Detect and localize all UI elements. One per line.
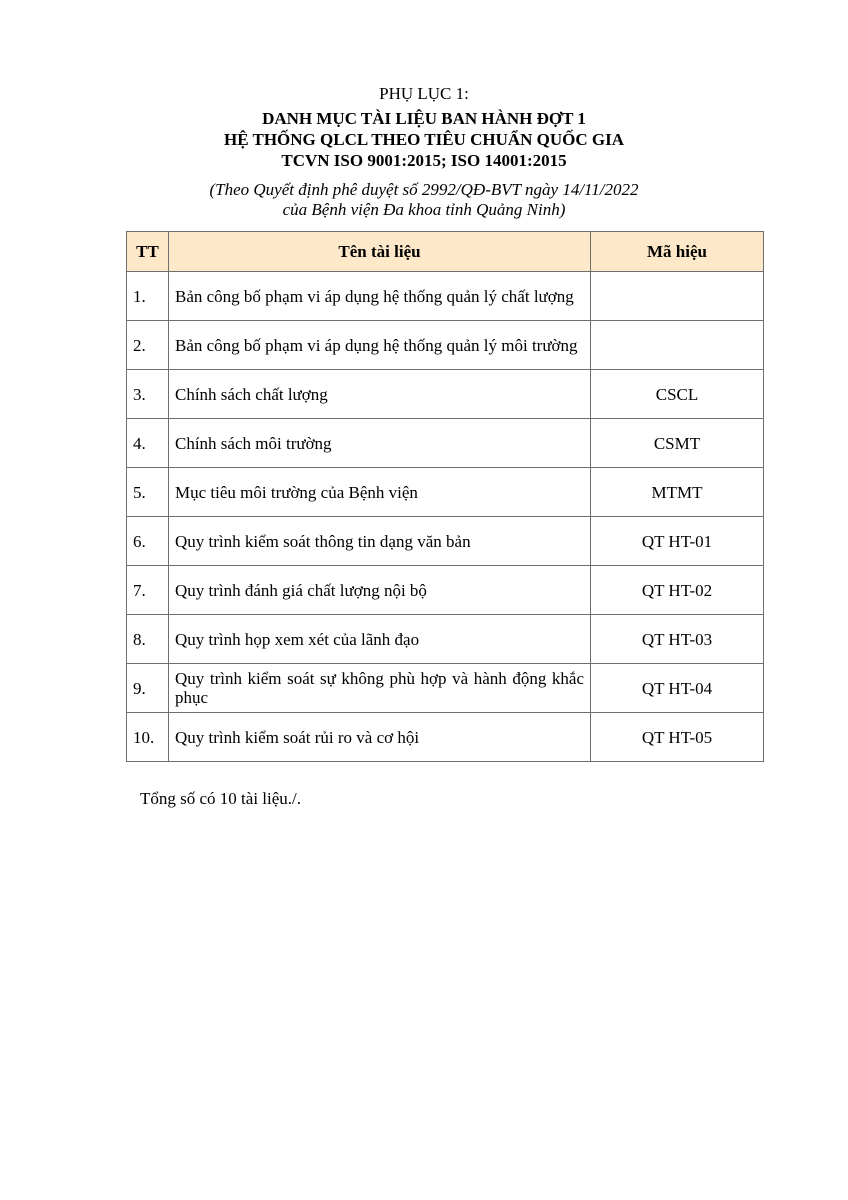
document-name: Chính sách chất lượng	[169, 370, 591, 419]
document-name: Chính sách môi trường	[169, 419, 591, 468]
table-row	[127, 321, 764, 370]
document-name: Quy trình kiểm soát rủi ro và cơ hội	[169, 713, 591, 762]
document-code: QT HT-01	[591, 517, 764, 566]
row-number: 2.	[127, 321, 169, 370]
document-name: Quy trình đánh giá chất lượng nội bộ	[169, 566, 591, 615]
row-number: 4.	[127, 419, 169, 468]
title-line-1: DANH MỤC TÀI LIỆU BAN HÀNH ĐỢT 1	[262, 109, 586, 128]
table-row	[127, 664, 764, 713]
table-header-row	[127, 232, 764, 272]
document-code: QT HT-02	[591, 566, 764, 615]
column-header-code: Mã hiệu	[591, 232, 764, 272]
document-list-table	[126, 231, 764, 762]
document-code	[591, 272, 764, 321]
document-name: Bản công bố phạm vi áp dụng hệ thống quản lý chất lượng	[169, 272, 591, 321]
table-row	[127, 272, 764, 321]
document-code	[591, 321, 764, 370]
document-code: CSMT	[591, 419, 764, 468]
row-number: 1.	[127, 272, 169, 321]
document-code: QT HT-04	[591, 664, 764, 713]
document-name: Mục tiêu môi trường của Bệnh viện	[169, 468, 591, 517]
row-number: 10.	[127, 713, 169, 762]
row-number: 9.	[127, 664, 169, 713]
table-row	[127, 713, 764, 762]
document-name: Quy trình họp xem xét của lãnh đạo	[169, 615, 591, 664]
column-header-name: Tên tài liệu	[169, 232, 591, 272]
document-code: QT HT-03	[591, 615, 764, 664]
document-name: Bản công bố phạm vi áp dụng hệ thống quản lý môi trường	[169, 321, 591, 370]
subtitle-line-1: (Theo Quyết định phê duyệt số 2992/QĐ-BVT ngày 14/11/2022	[209, 180, 639, 199]
table-row	[127, 468, 764, 517]
total-count-note: Tổng số có 10 tài liệu./.	[140, 789, 302, 808]
table-row	[127, 370, 764, 419]
row-number: 6.	[127, 517, 169, 566]
row-number: 8.	[127, 615, 169, 664]
table-row	[127, 615, 764, 664]
document-code: CSCL	[591, 370, 764, 419]
title-line-2: HỆ THỐNG QLCL THEO TIÊU CHUẨN QUỐC GIA	[223, 130, 625, 149]
table-row	[127, 517, 764, 566]
row-number: 7.	[127, 566, 169, 615]
document-code: MTMT	[591, 468, 764, 517]
appendix-label: PHỤ LỤC 1:	[379, 84, 469, 103]
table-row	[127, 566, 764, 615]
row-number: 3.	[127, 370, 169, 419]
title-line-3: TCVN ISO 9001:2015; ISO 14001:2015	[281, 151, 567, 170]
row-number: 5.	[127, 468, 169, 517]
column-header-tt: TT	[127, 232, 169, 272]
document-code: QT HT-05	[591, 713, 764, 762]
document-name: Quy trình kiểm soát thông tin dạng văn bản	[169, 517, 591, 566]
document-name: Quy trình kiểm soát sự không phù hợp và hành động khắc phục	[169, 664, 591, 713]
table-row	[127, 419, 764, 468]
subtitle-line-2: của Bệnh viện Đa khoa tỉnh Quảng Ninh)	[282, 200, 566, 219]
